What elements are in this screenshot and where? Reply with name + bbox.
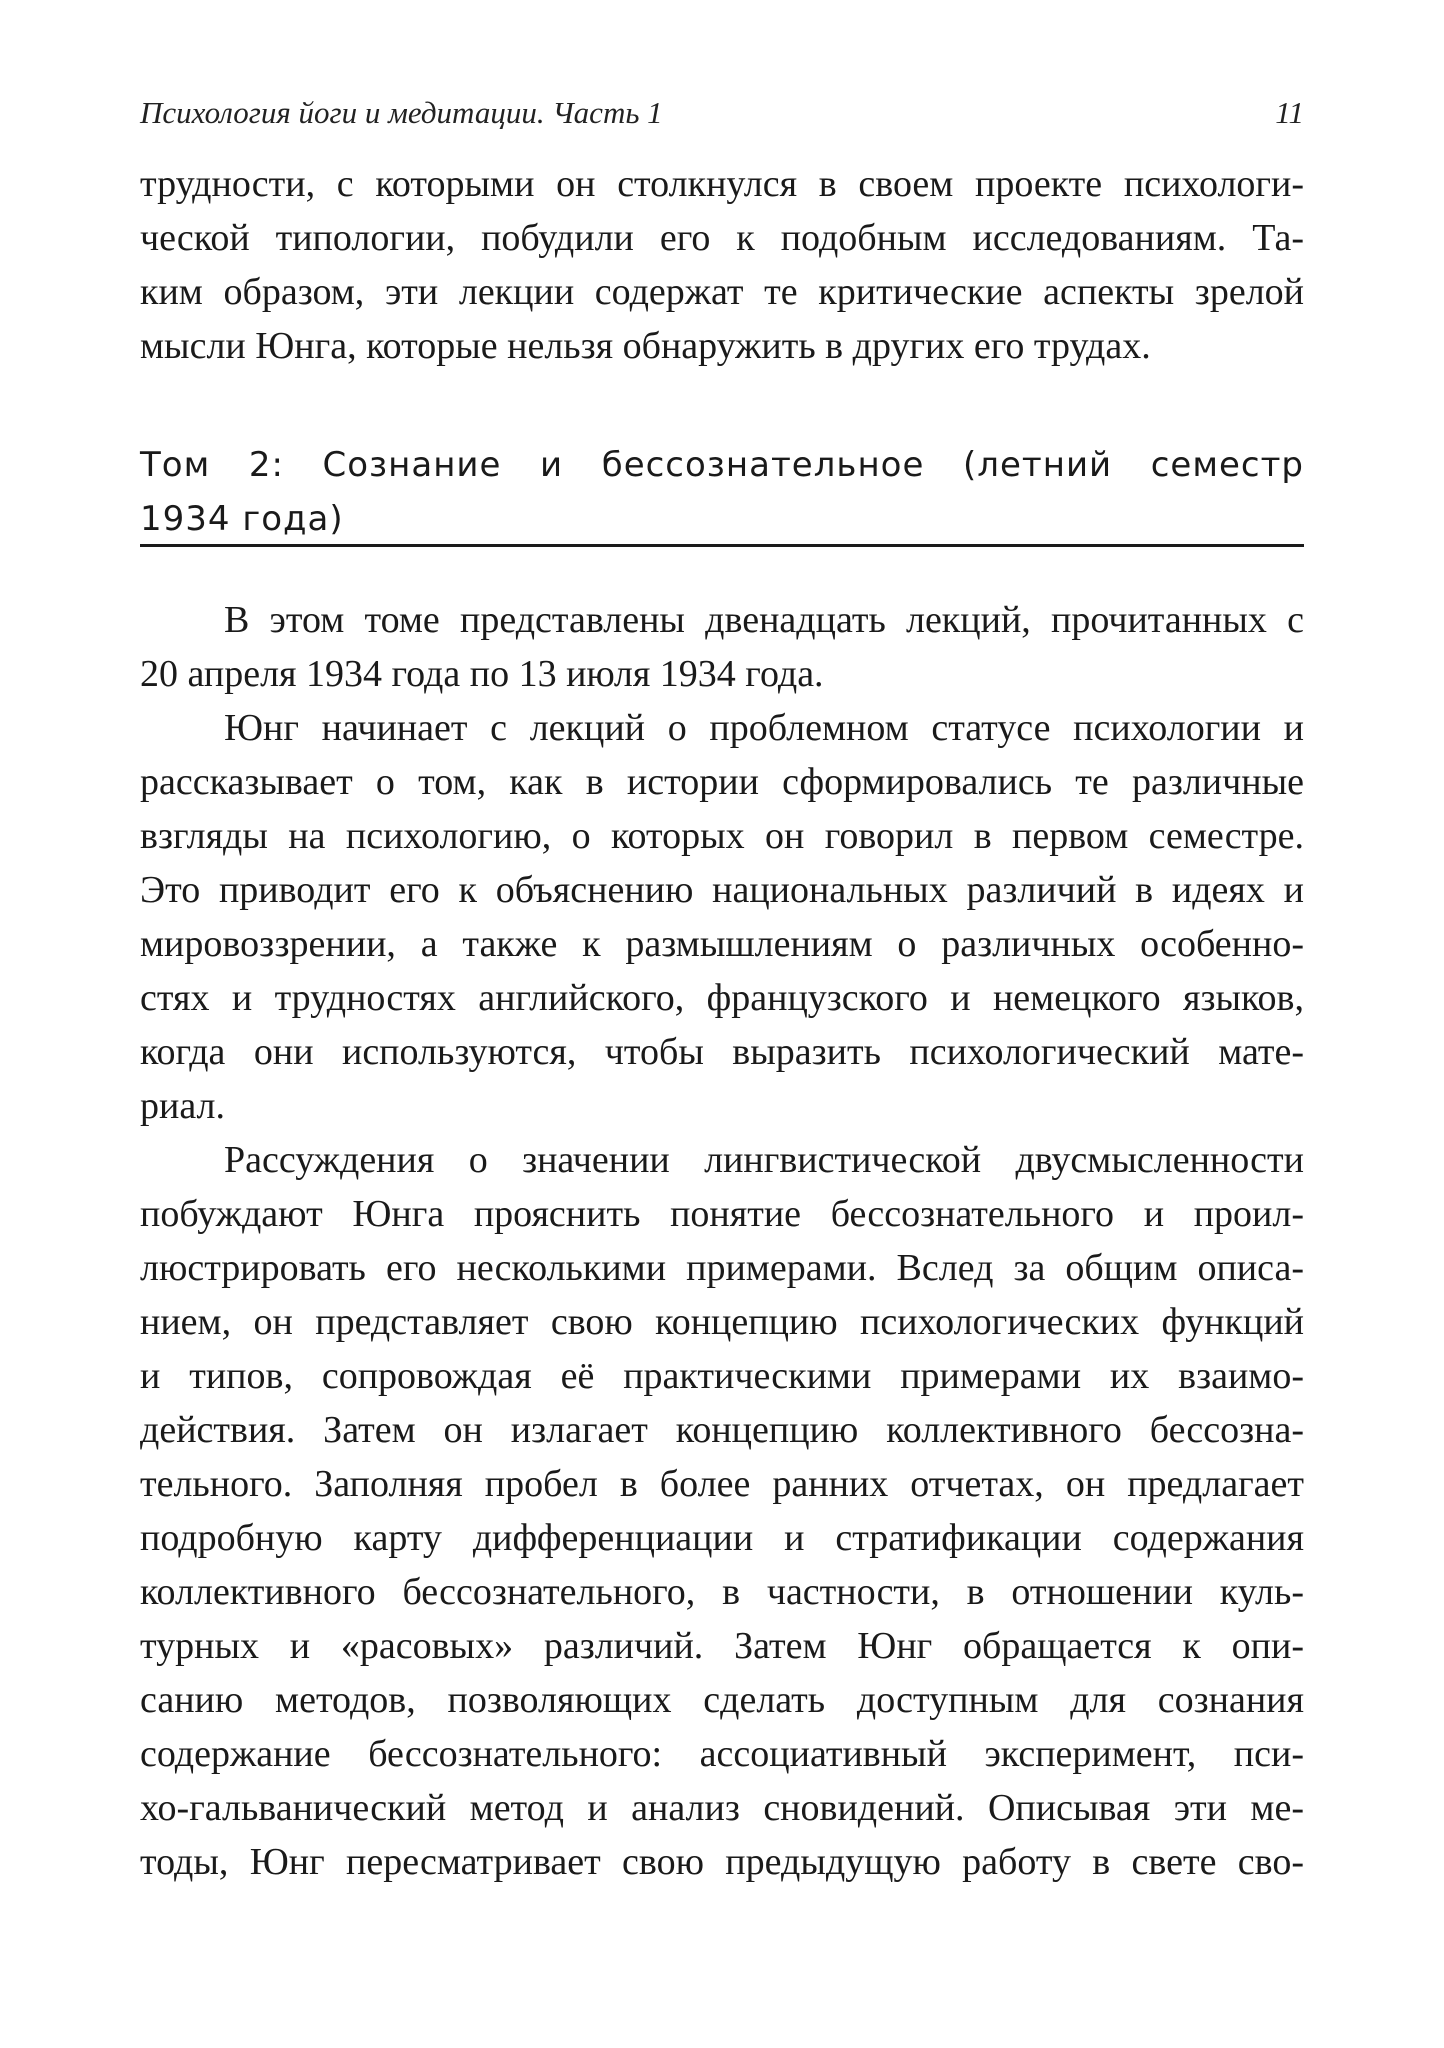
section-heading-line: Том 2: Сознание и бессознательное (летний семестр — [140, 445, 1304, 485]
text-line: ким образом, эти лекции содержат те критические аспекты зрелой — [140, 271, 1304, 313]
page-number: 11 — [1275, 95, 1304, 130]
text-line: мировоззрении, а также к размышлениям о различных особенно- — [140, 923, 1304, 965]
text-line: нием, он представляет свою концепцию психологических функций — [140, 1301, 1304, 1343]
text-line: Юнг начинает с лекций о проблемном статусе психологии и — [224, 707, 1304, 749]
section-heading-line: 1934 года) — [140, 499, 344, 539]
text-line: рассказывает о том, как в истории сформировались те различные — [140, 761, 1304, 803]
text-line: побуждают Юнга прояснить понятие бессознательного и проил- — [140, 1193, 1304, 1235]
text-line: санию методов, позволяющих сделать доступным для сознания — [140, 1679, 1304, 1721]
text-line: и типов, сопровождая её практическими примерами их взаимо- — [140, 1355, 1304, 1397]
paragraph-1 — [140, 593, 1304, 701]
text-line: подробную карту дифференциации и стратификации содержания — [140, 1517, 1304, 1559]
text-line: турных и «расовых» различий. Затем Юнг обращается к опи- — [140, 1625, 1304, 1667]
text-line: взгляды на психологию, о которых он говорил в первом семестре. — [140, 815, 1304, 857]
text-line: мысли Юнга, которые нельзя обнаружить в других его трудах. — [140, 325, 1151, 367]
paragraph-3 — [140, 1133, 1304, 1889]
running-head-title: Психология йоги и медитации. Часть 1 — [140, 95, 663, 130]
intro-paragraph — [140, 157, 1304, 373]
text-line: трудности, с которыми он столкнулся в своем проекте психологи- — [140, 163, 1304, 205]
text-line: стях и трудностях английского, французского и немецкого языков, — [140, 977, 1304, 1019]
text-line: тельного. Заполняя пробел в более ранних отчетах, он предлагает — [140, 1463, 1304, 1505]
text-line: хо-гальванический метод и анализ сновидений. Описывая эти ме- — [140, 1787, 1304, 1829]
text-line: люстрировать его несколькими примерами. Вслед за общим описа- — [140, 1247, 1304, 1289]
section-heading — [140, 438, 1304, 546]
text-line: содержание бессознательного: ассоциативный эксперимент, пси- — [140, 1733, 1304, 1775]
text-line: риал. — [140, 1085, 225, 1127]
text-line: Рассуждения о значении лингвистической двусмысленности — [224, 1139, 1304, 1181]
text-line: тоды, Юнг пересматривает свою предыдущую работу в свете сво- — [140, 1841, 1304, 1883]
running-head — [140, 95, 1304, 135]
text-line: ческой типологии, побудили его к подобным исследованиям. Та- — [140, 217, 1304, 259]
paragraph-2 — [140, 701, 1304, 1133]
text-line: действия. Затем он излагает концепцию коллективного бессозна- — [140, 1409, 1304, 1451]
text-line: когда они используются, чтобы выразить психологический мате- — [140, 1031, 1304, 1073]
text-line: коллективного бессознательного, в частности, в отношении куль- — [140, 1571, 1304, 1613]
text-line: В этом томе представлены двенадцать лекций, прочитанных с — [224, 599, 1304, 641]
text-line: Это приводит его к объяснению национальных различий в идеях и — [140, 869, 1304, 911]
heading-rule — [140, 544, 1304, 547]
text-line: 20 апреля 1934 года по 13 июля 1934 года. — [140, 653, 824, 695]
